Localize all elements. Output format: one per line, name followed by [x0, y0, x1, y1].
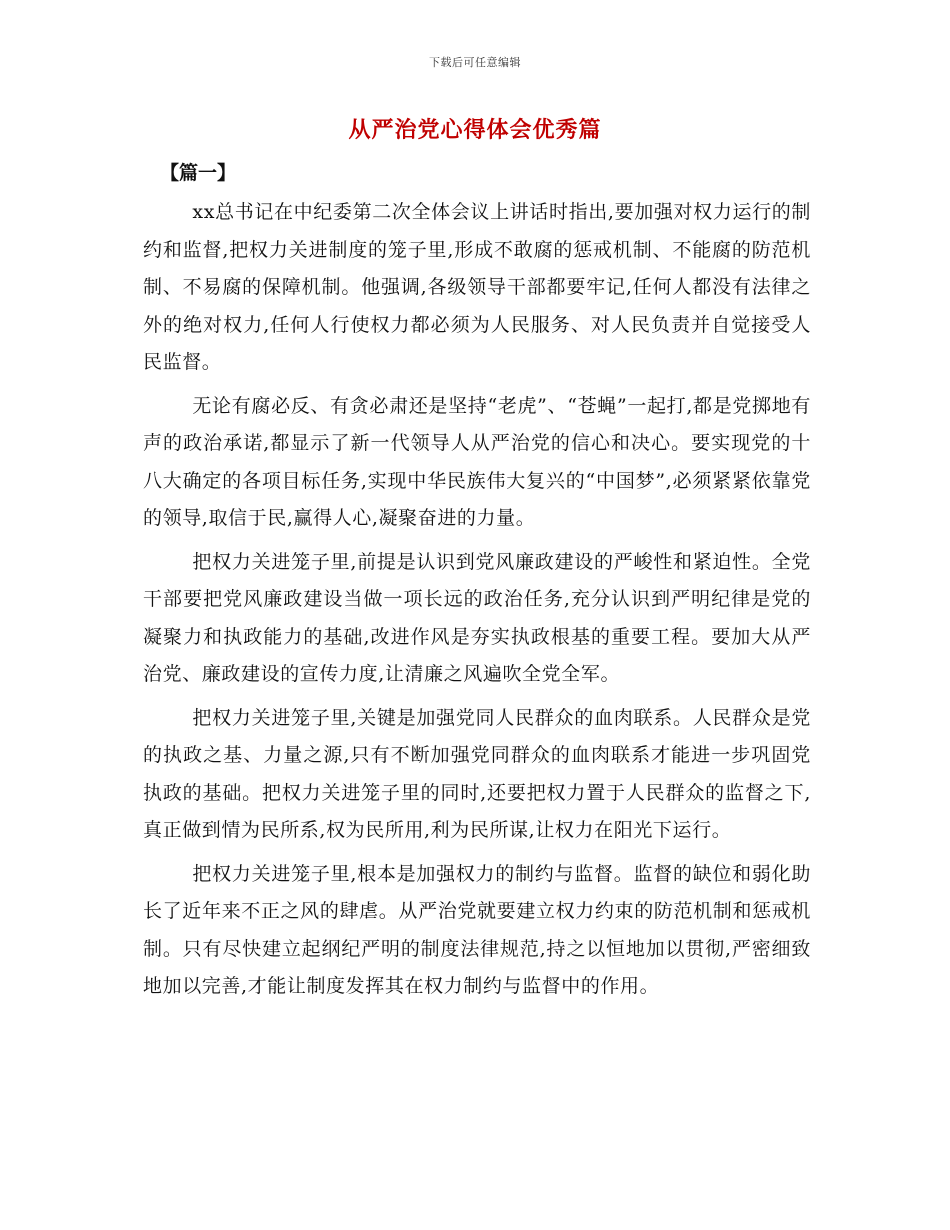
paragraph-1: xx总书记在中纪委第二次全体会议上讲话时指出,要加强对权力运行的制约和监督,把权力关进制度的笼子里,形成不敢腐的惩戒机制、不能腐的防范机制、不易腐的保障机制。他强调,各级领导干部都要牢记,任何人都没有法律之外的绝对权力,任何人行使权力都必须为人民服务、对人民负责并自觉接受人民监督。 — [143, 201, 811, 373]
section-label: 【篇一】 — [160, 162, 237, 184]
paragraph-5: 把权力关进笼子里,根本是加强权力的制约与监督。监督的缺位和弱化助长了近年来不正之风的肆虐。从严治党就要建立权力约束的防范机制和惩戒机制。只有尽快建立起纲纪严明的制度法律规范,持之以恒地加以贯彻,严密细致地加以完善,才能让制度发挥其在权力制约与监督中的作用。 — [143, 862, 811, 997]
document-body — [143, 194, 811, 1012]
paragraph-4: 把权力关进笼子里,关键是加强党同人民群众的血肉联系。人民群众是党的执政之基、力量之源,只有不断加强党同群众的血肉联系才能进一步巩固党执政的基础。把权力关进笼子里的同时,还要把权力置于人民群众的监督之下,真正做到情为民所系,权为民所用,利为民所谋,让权力在阳光下运行。 — [143, 706, 811, 841]
document-title: 从严治党心得体会优秀篇 — [348, 118, 602, 143]
paragraph-2: 无论有腐必反、有贪必肃还是坚持“老虎”、“苍蝇”一起打,都是党掷地有声的政治承诺,都显示了新一代领导人从严治党的信心和决心。要实现党的十八大确定的各项目标任务,实现中华民族伟大复兴的“中国梦”,必须紧紧依靠党的领导,取信于民,赢得人心,凝聚奋进的力量。 — [143, 394, 811, 529]
page-header-note: 下载后可任意编辑 — [429, 56, 521, 69]
paragraph-3: 把权力关进笼子里,前提是认识到党风廉政建设的严峻性和紧迫性。全党干部要把党风廉政建设当做一项长远的政治任务,充分认识到严明纪律是党的凝聚力和执政能力的基础,改进作风是夯实执政根基的重要工程。要加大从严治党、廉政建设的宣传力度,让清廉之风遍吹全党全军。 — [143, 550, 811, 685]
